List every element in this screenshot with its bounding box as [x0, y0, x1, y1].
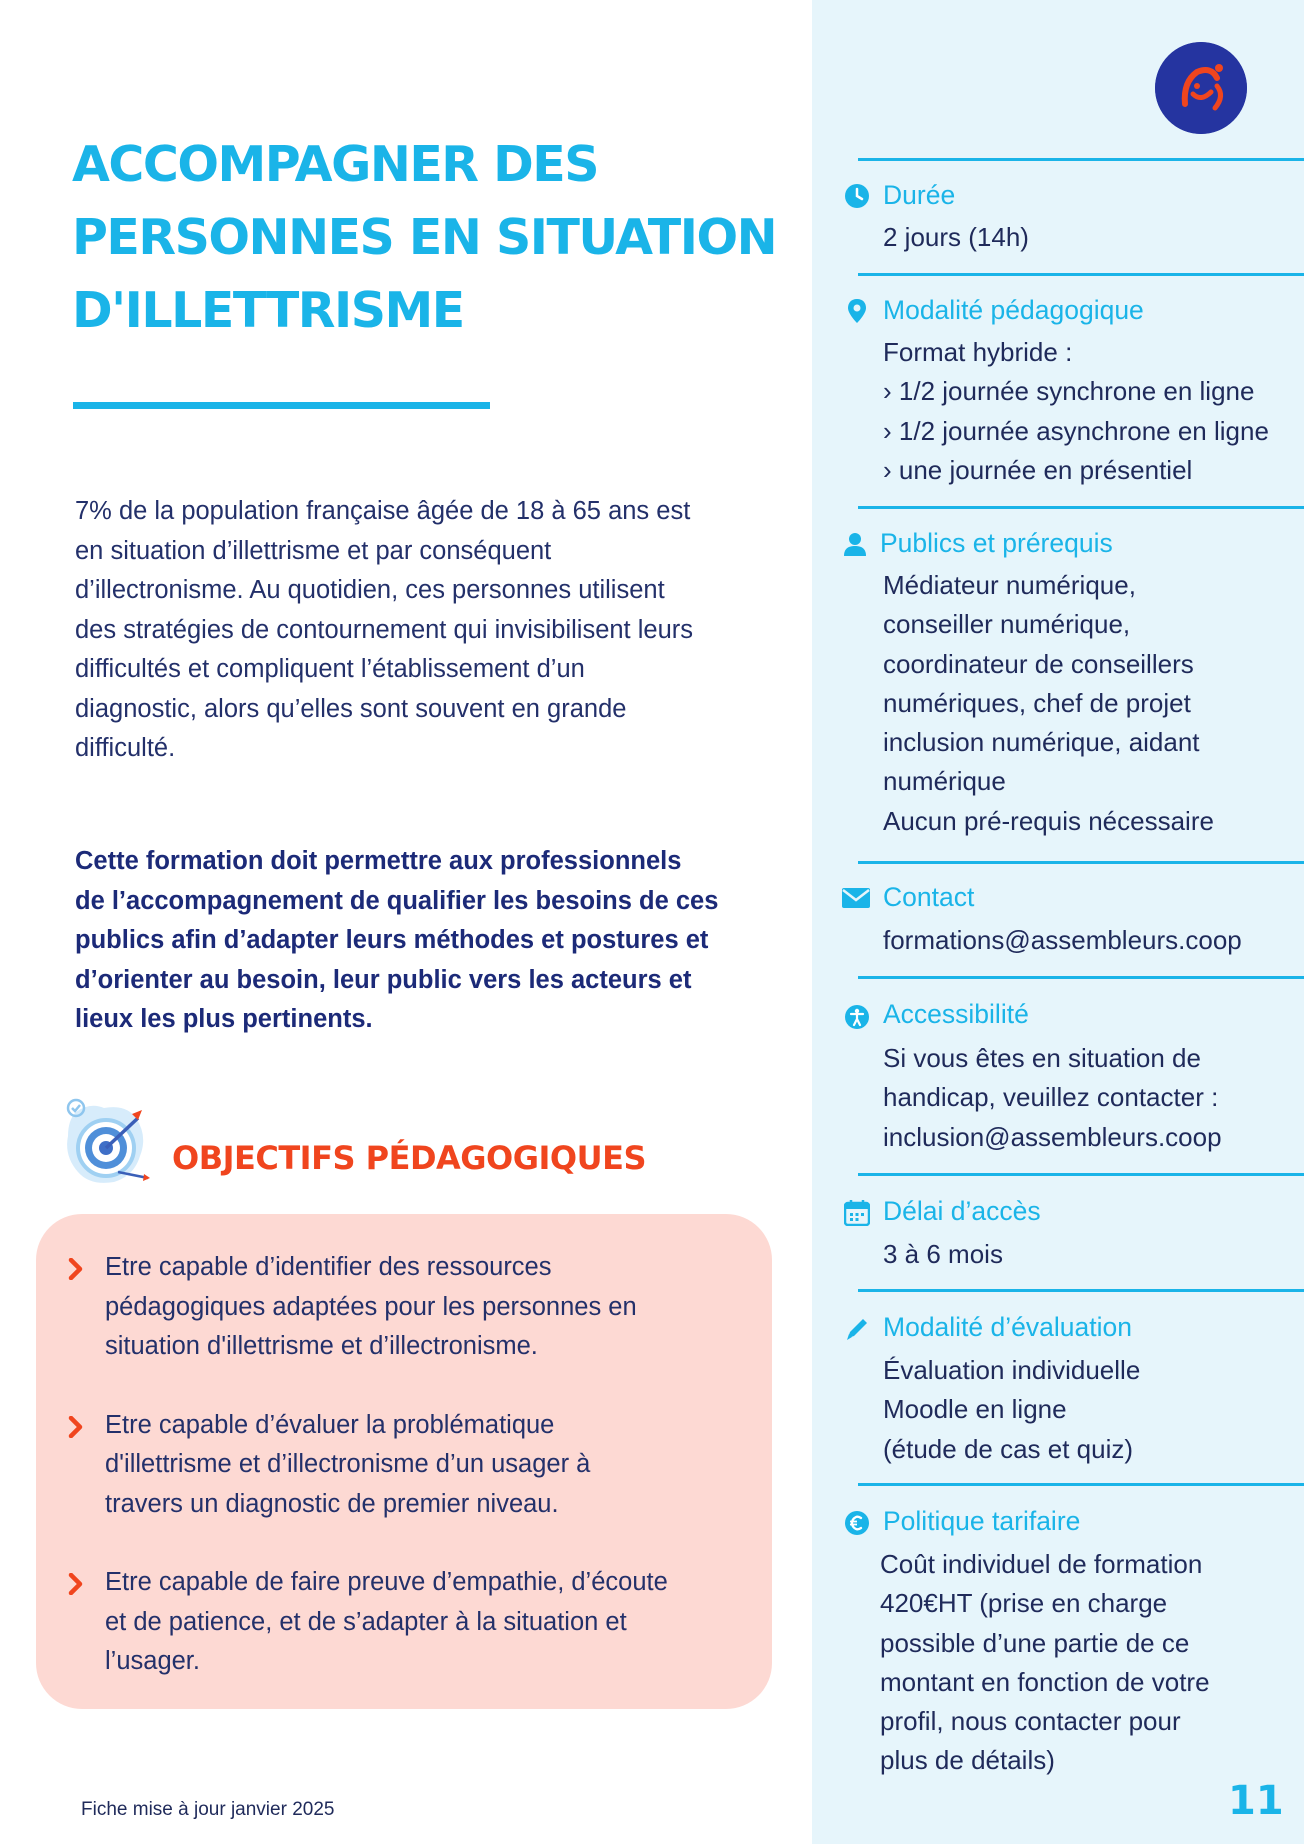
section-divider	[858, 1173, 1304, 1176]
title-line: D'ILLETTRISME	[72, 282, 464, 339]
user-icon	[842, 531, 868, 557]
page-title	[72, 128, 792, 347]
section-body-modalite	[883, 333, 1269, 490]
section-divider	[858, 158, 1304, 161]
pencil-icon	[844, 1316, 870, 1342]
section-line: possible d’une partie de ce	[880, 1627, 1190, 1658]
section-line: coordinateur de conseillers	[883, 648, 1194, 679]
section-line: › 1/2 journée synchrone en ligne	[883, 376, 1255, 407]
section-divider	[858, 861, 1304, 864]
envelope-icon	[842, 888, 870, 908]
section-line: Coût individuel de formation	[880, 1549, 1203, 1579]
section-line: numériques, chef de projet	[883, 687, 1191, 718]
section-line: 2 jours (14h)	[883, 222, 1029, 252]
contact-email[interactable]: formations@assembleurs.coop	[883, 925, 1242, 955]
objective-line: Etre capable d’identifier des ressources	[105, 1253, 552, 1281]
section-line: Format hybride :	[883, 337, 1073, 367]
update-note: Fiche mise à jour janvier 2025	[81, 1799, 335, 1820]
section-line: › une journée en présentiel	[883, 454, 1193, 485]
intro-line: difficulté.	[75, 734, 176, 762]
intro-paragraph	[75, 492, 775, 769]
clock-icon	[844, 183, 870, 209]
title-line: PERSONNES EN SITUATION	[72, 209, 777, 266]
section-divider	[858, 1483, 1304, 1486]
section-body-delai	[883, 1235, 1003, 1274]
section-title-modalite: Modalité pédagogique	[883, 295, 1144, 325]
section-line: plus de détails)	[880, 1745, 1055, 1776]
objective-item	[68, 1248, 758, 1367]
section-body-contact	[883, 921, 1242, 960]
objective-item	[68, 1406, 758, 1525]
section-body-accessibilite	[883, 1039, 1222, 1157]
chevron-right-icon	[68, 1573, 84, 1595]
section-title-accessibilite: Accessibilité	[883, 999, 1029, 1029]
page-number: 11	[1228, 1778, 1284, 1824]
section-divider	[858, 976, 1304, 979]
section-line: 3 à 6 mois	[883, 1239, 1003, 1269]
section-body-tarif	[880, 1545, 1210, 1781]
euro-icon	[844, 1510, 870, 1536]
section-line: conseiller numérique,	[883, 609, 1131, 640]
section-line: Évaluation individuelle	[883, 1355, 1141, 1385]
intro-line: en situation d’illettrisme et par conséquent	[75, 536, 552, 565]
section-title-publics: Publics et prérequis	[880, 528, 1113, 558]
section-line: profil, nous contacter pour	[880, 1706, 1181, 1737]
section-line: 420€HT (prise en charge	[880, 1588, 1168, 1619]
objective-line: Etre capable d’évaluer la problématique	[105, 1410, 555, 1439]
section-line: Moodle en ligne	[883, 1394, 1067, 1425]
objective-line: d'illettrisme et d’illectronisme d’un usager à	[105, 1450, 591, 1478]
lead-line: d’orienter au besoin, leur public vers les acteurs et	[75, 965, 692, 994]
objective-line: travers un diagnostic de premier niveau.	[105, 1489, 559, 1518]
lead-line: Cette formation doit permettre aux professionnels	[75, 847, 682, 875]
objective-line: Etre capable de faire preuve d’empathie, d’écoute	[105, 1568, 668, 1596]
section-body-evaluation	[883, 1351, 1140, 1469]
section-line: montant en fonction de votre	[880, 1666, 1210, 1697]
chevron-right-icon	[68, 1416, 84, 1438]
intro-line: difficultés et compliquent l’établissement d’un	[75, 655, 585, 683]
location-pin-icon	[844, 298, 870, 324]
section-line: Aucun pré-requis nécessaire	[883, 805, 1214, 836]
accessibility-email[interactable]: inclusion@assembleurs.coop	[883, 1121, 1222, 1152]
intro-line: d’illectronisme. Au quotidien, ces personnes utilisent	[75, 576, 665, 604]
lead-line: publics afin d’adapter leurs méthodes et postures et	[75, 926, 709, 954]
accessibility-icon	[844, 1004, 870, 1030]
section-title-contact: Contact	[883, 882, 975, 912]
section-line: numérique	[883, 766, 1006, 797]
title-divider	[73, 402, 490, 409]
section-line: inclusion numérique, aidant	[883, 727, 1200, 758]
section-line: (étude de cas et quiz)	[883, 1433, 1134, 1464]
objective-line: pédagogiques adaptées pour les personnes en	[105, 1292, 637, 1321]
intro-line: des stratégies de contournement qui invisibilisent leurs	[75, 615, 694, 644]
target-icon	[56, 1096, 156, 1192]
intro-line: 7% de la population française âgée de 18 à 65 ans est	[75, 497, 691, 525]
intro-line: diagnostic, alors qu’elles sont souvent en grande	[75, 694, 627, 723]
section-title-tarif: Politique tarifaire	[883, 1506, 1081, 1536]
objectives-heading: OBJECTIFS PÉDAGOGIQUES	[172, 1139, 646, 1177]
section-divider	[858, 506, 1304, 509]
lead-paragraph	[75, 842, 775, 1040]
section-line: handicap, veuillez contacter :	[883, 1082, 1219, 1113]
objective-item	[68, 1563, 758, 1682]
section-line: › 1/2 journée asynchrone en ligne	[883, 415, 1269, 446]
section-title-evaluation: Modalité d’évaluation	[883, 1312, 1132, 1342]
section-divider	[858, 1289, 1304, 1292]
lead-line: lieux les plus pertinents.	[75, 1005, 373, 1033]
objectives-list	[68, 1248, 758, 1721]
section-line: Médiateur numérique,	[883, 570, 1136, 600]
section-body-duree	[883, 218, 1029, 257]
lead-line: de l’accompagnement de qualifier les besoins de ces	[75, 886, 719, 915]
section-title-duree: Durée	[883, 180, 956, 210]
title-line: ACCOMPAGNER DES	[72, 136, 599, 193]
chevron-right-icon	[68, 1258, 84, 1280]
objective-line: et de patience, et de s’adapter à la situation et	[105, 1607, 627, 1636]
section-title-delai: Délai d’accès	[883, 1196, 1041, 1226]
objective-line: situation d'illettrisme et d’illectronisme.	[105, 1332, 538, 1360]
section-line: Si vous êtes en situation de	[883, 1043, 1201, 1073]
calendar-icon	[844, 1200, 870, 1226]
section-divider	[858, 273, 1304, 276]
objective-line: l’usager.	[105, 1647, 200, 1675]
section-body-publics	[883, 566, 1214, 841]
assembleurs-logo	[1155, 42, 1247, 134]
